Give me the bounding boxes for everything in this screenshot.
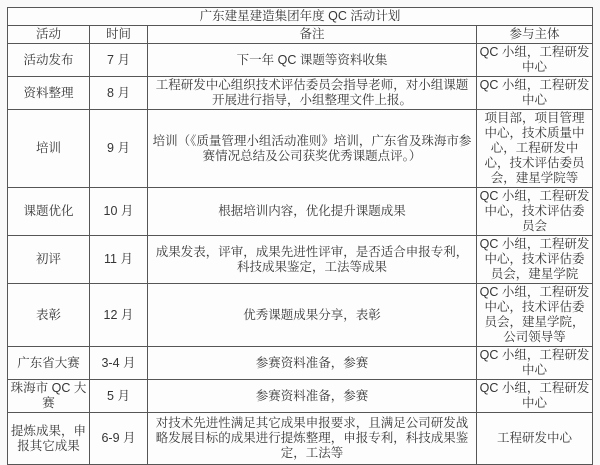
participants-cell: QC 小组，工程研发中心 bbox=[477, 347, 593, 380]
time-cell: 3-4 月 bbox=[90, 347, 148, 380]
table-row bbox=[8, 110, 593, 188]
note-cell: 根据培训内容，优化提升课题成果 bbox=[148, 188, 477, 236]
col-header-time: 时间 bbox=[90, 26, 148, 44]
note-cell: 参赛资料准备，参赛 bbox=[148, 380, 477, 413]
qc-plan-table bbox=[7, 7, 593, 465]
header-row bbox=[8, 26, 593, 44]
participants-cell: QC 小组，工程研发中心，技术评估委员会，建星学院 bbox=[477, 236, 593, 284]
note-cell: 工程研发中心组织技术评估委员会指导老师，对小组课题开展进行指导，小组整理文件上报。 bbox=[148, 77, 477, 110]
activity-cell: 珠海市 QC 大赛 bbox=[8, 380, 90, 413]
time-cell: 6-9 月 bbox=[90, 413, 148, 465]
note-cell: 成果发表，评审，成果先进性评审，是否适合申报专利，科技成果鉴定，工法等成果 bbox=[148, 236, 477, 284]
table-row bbox=[8, 77, 593, 110]
col-header-activity: 活动 bbox=[8, 26, 90, 44]
participants-cell: QC 小组，工程研发中心 bbox=[477, 380, 593, 413]
table-row bbox=[8, 236, 593, 284]
table-row bbox=[8, 188, 593, 236]
activity-cell: 广东省大赛 bbox=[8, 347, 90, 380]
time-cell: 5 月 bbox=[90, 380, 148, 413]
time-cell: 7 月 bbox=[90, 44, 148, 77]
time-cell: 9 月 bbox=[90, 110, 148, 188]
activity-cell: 提炼成果，申报其它成果 bbox=[8, 413, 90, 465]
participants-cell: QC 小组，工程研发中心，技术评估委员会，建星学院，公司领导等 bbox=[477, 284, 593, 347]
participants-cell: 工程研发中心 bbox=[477, 413, 593, 465]
table-row bbox=[8, 413, 593, 465]
note-cell: 优秀课题成果分享，表彰 bbox=[148, 284, 477, 347]
time-cell: 11 月 bbox=[90, 236, 148, 284]
table-row bbox=[8, 347, 593, 380]
table-row bbox=[8, 284, 593, 347]
participants-cell: QC 小组，工程研发中心，技术评估委员会 bbox=[477, 188, 593, 236]
table-title: 广东建星建造集团年度 QC 活动计划 bbox=[8, 8, 593, 26]
activity-cell: 课题优化 bbox=[8, 188, 90, 236]
col-header-participants: 参与主体 bbox=[477, 26, 593, 44]
time-cell: 8 月 bbox=[90, 77, 148, 110]
col-header-note: 备注 bbox=[148, 26, 477, 44]
activity-cell: 活动发布 bbox=[8, 44, 90, 77]
note-cell: 下一年 QC 课题等资料收集 bbox=[148, 44, 477, 77]
note-cell: 培训（《质量管理小组活动准则》培训，广东省及珠海市参赛情况总结及公司获奖优秀课题点评。） bbox=[148, 110, 477, 188]
activity-cell: 初评 bbox=[8, 236, 90, 284]
title-row bbox=[8, 8, 593, 26]
time-cell: 12 月 bbox=[90, 284, 148, 347]
note-cell: 对技术先进性满足其它成果申报要求，且满足公司研发战略发展目标的成果进行提炼整理，申报专利，科技成果鉴定，工法等 bbox=[148, 413, 477, 465]
note-cell: 参赛资料准备，参赛 bbox=[148, 347, 477, 380]
activity-cell: 资料整理 bbox=[8, 77, 90, 110]
activity-cell: 培训 bbox=[8, 110, 90, 188]
table-row bbox=[8, 380, 593, 413]
participants-cell: 项目部，项目管理中心，技术质量中心，工程研发中心，技术评估委员会，建星学院等 bbox=[477, 110, 593, 188]
table-body bbox=[8, 44, 593, 465]
activity-cell: 表彰 bbox=[8, 284, 90, 347]
table-row bbox=[8, 44, 593, 77]
qc-plan-document bbox=[7, 7, 592, 465]
participants-cell: QC 小组，工程研发中心 bbox=[477, 77, 593, 110]
participants-cell: QC 小组，工程研发中心 bbox=[477, 44, 593, 77]
time-cell: 10 月 bbox=[90, 188, 148, 236]
